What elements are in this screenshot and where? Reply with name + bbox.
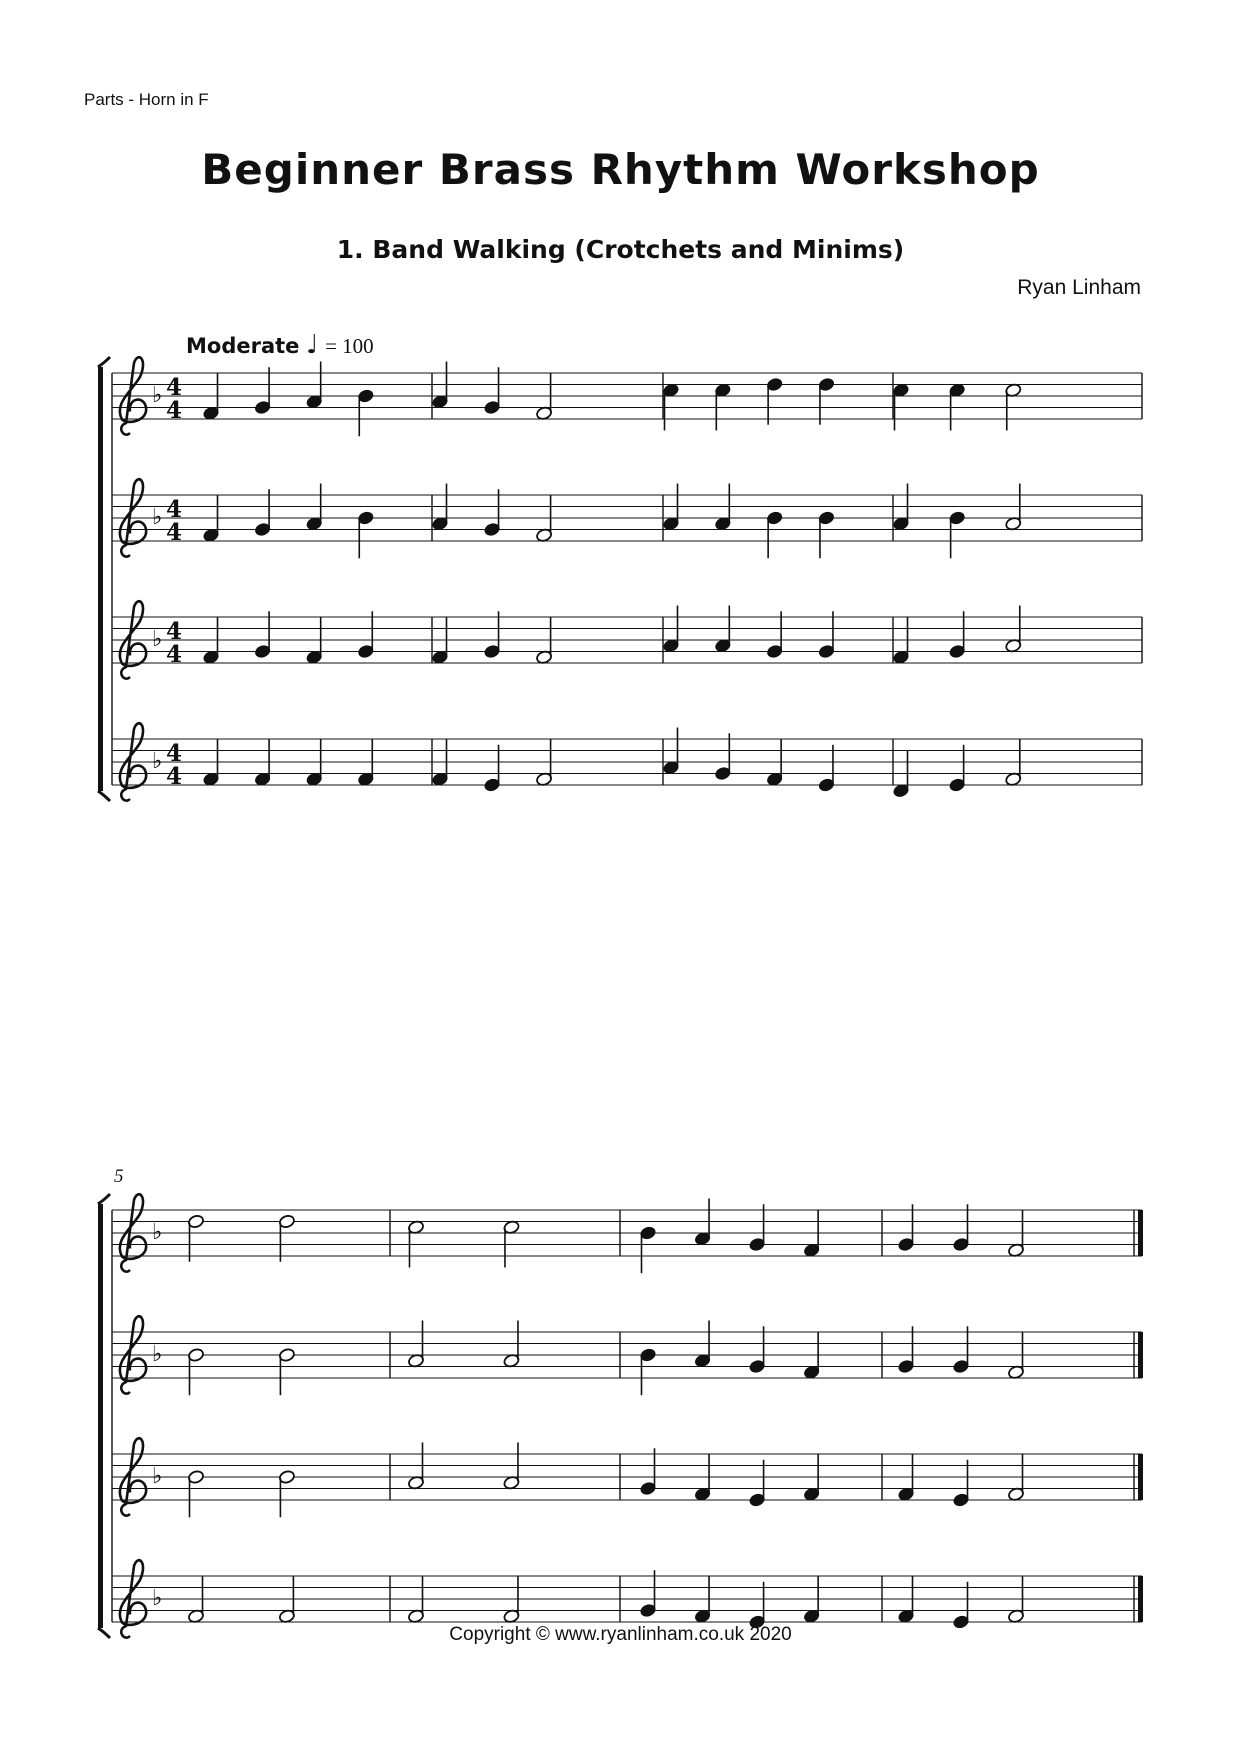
tempo-value: = 100 <box>325 334 374 358</box>
key-signature-flat: ♭ <box>152 1342 163 1367</box>
system-bracket <box>98 367 103 791</box>
bracket-hook-top <box>98 1194 110 1204</box>
key-signature-flat: ♭ <box>152 1220 163 1245</box>
final-barline-thick <box>1138 1576 1143 1622</box>
composer-name: Ryan Linham <box>1017 276 1141 299</box>
crotchet-icon: ♩ <box>306 330 319 360</box>
tempo-text: Moderate <box>186 334 300 358</box>
time-signature-top: 4 <box>166 618 183 645</box>
time-signature-top: 4 <box>166 374 183 401</box>
bracket-hook-bottom <box>98 791 110 801</box>
system-bracket <box>98 1204 103 1628</box>
key-signature-flat: ♭ <box>152 1464 163 1489</box>
measure-number: 5 <box>114 1166 124 1187</box>
time-signature-top: 4 <box>166 740 183 767</box>
page-title: Beginner Brass Rhythm Workshop <box>201 145 1040 194</box>
time-signature-top: 4 <box>166 496 183 523</box>
key-signature-flat: ♭ <box>152 1586 163 1611</box>
key-signature-flat: ♭ <box>152 627 163 652</box>
final-barline-thick <box>1138 1210 1143 1256</box>
piece-subtitle: 1. Band Walking (Crotchets and Minims) <box>336 235 905 264</box>
bracket-hook-top <box>98 357 110 367</box>
time-signature-bottom: 4 <box>166 519 183 546</box>
key-signature-flat: ♭ <box>152 749 163 774</box>
time-signature-bottom: 4 <box>166 397 183 424</box>
time-signature-bottom: 4 <box>166 763 183 790</box>
copyright-footer: Copyright © www.ryanlinham.co.uk 2020 <box>449 1624 792 1645</box>
final-barline-thick <box>1138 1332 1143 1378</box>
part-label: Parts - Horn in F <box>84 90 209 109</box>
key-signature-flat: ♭ <box>152 383 163 408</box>
key-signature-flat: ♭ <box>152 505 163 530</box>
time-signature-bottom: 4 <box>166 641 183 668</box>
final-barline-thick <box>1138 1454 1143 1500</box>
